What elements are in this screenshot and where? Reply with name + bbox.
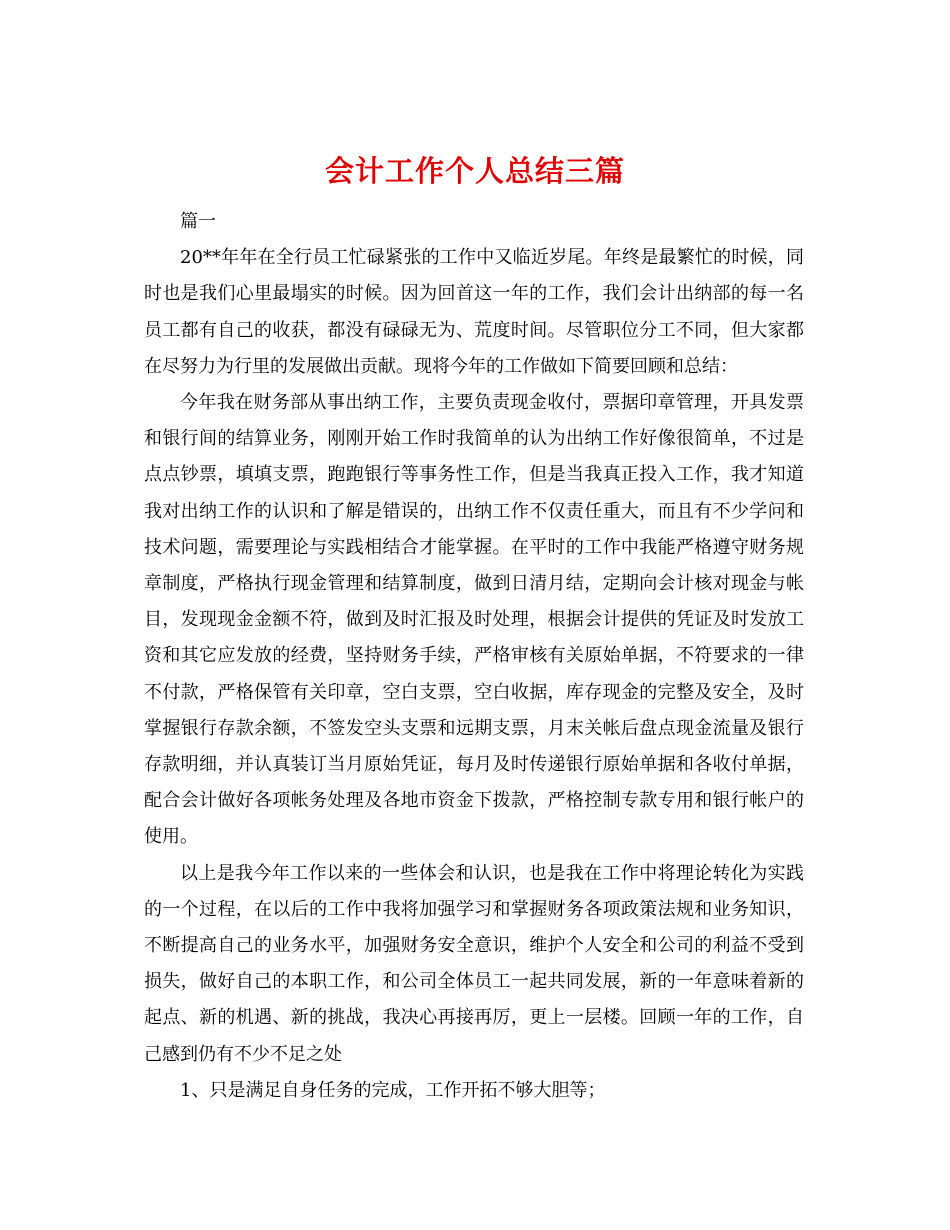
body-paragraph: 20**年年在全行员工忙碌紧张的工作中又临近岁尾。年终是最繁忙的时候，同时也是我们心里最塌实的时候。因为回首这一年的工作，我们会计出纳部的每一名员工都有自己的收获，都没有碌碌无为、荒度时间。尽管职位分工不同，但大家都在尽努力为行里的发展做出贡献。现将今年的工作做如下简要回顾和总结： — [144, 247, 804, 377]
document-title: 会计工作个人总结三篇 — [324, 154, 625, 189]
body-paragraph: 今年我在财务部从事出纳工作，主要负责现金收付，票据印章管理，开具发票和银行间的结算业务，刚刚开始工作时我简单的认为出纳工作好像很简单，不过是点点钞票，填填支票，跑跑银行等事务性工作，但是当我真正投入工作，我才知道我对出纳工作的认识和了解是错误的，出纳工作不仅责任重大，而且有不少学问和技术问题，需要理论与实践相结合才能掌握。在平时的工作中我能严格遵守财务规章制度，严格执行现金管理和结算制度，做到日清月结，定期向会计核对现金与帐目，发现现金金额不符，做到及时汇报及时处理，根据会计提供的凭证及时发放工资和其它应发放的经费，坚持财务手续，严格审核有关原始单据，不符要求的一律不付款，严格保管有关印章，空白支票，空白收据，库存现金的完整及安全，及时掌握银行存款余额，不签发空头支票和远期支票，月末关帐后盘点现金流量及银行存款明细，并认真装订当月原始凭证，每月及时传递银行原始单据和各收付单据，配合会计做好各项帐务处理及各地市资金下拨款，严格控制专款专用和银行帐户的使用。 — [144, 392, 804, 848]
list-item: 1、只是满足自身任务的完成，工作开拓不够大胆等； — [180, 1079, 606, 1101]
document-body — [144, 204, 804, 1109]
section-heading: 篇一 — [180, 211, 216, 232]
body-paragraph: 以上是我今年工作以来的一些体会和认识，也是我在工作中将理论转化为实践的一个过程，在以后的工作中我将加强学习和掌握财务各项政策法规和业务知识，不断提高自己的业务水平，加强财务安全意识，维护个人安全和公司的利益不受到损失，做好自己的本职工作，和公司全体员工一起共同发展，新的一年意味着新的起点、新的机遇、新的挑战，我决心再接再厉，更上一层楼。回顾一年的工作，自己感到仍有不少不足之处 — [144, 862, 804, 1065]
